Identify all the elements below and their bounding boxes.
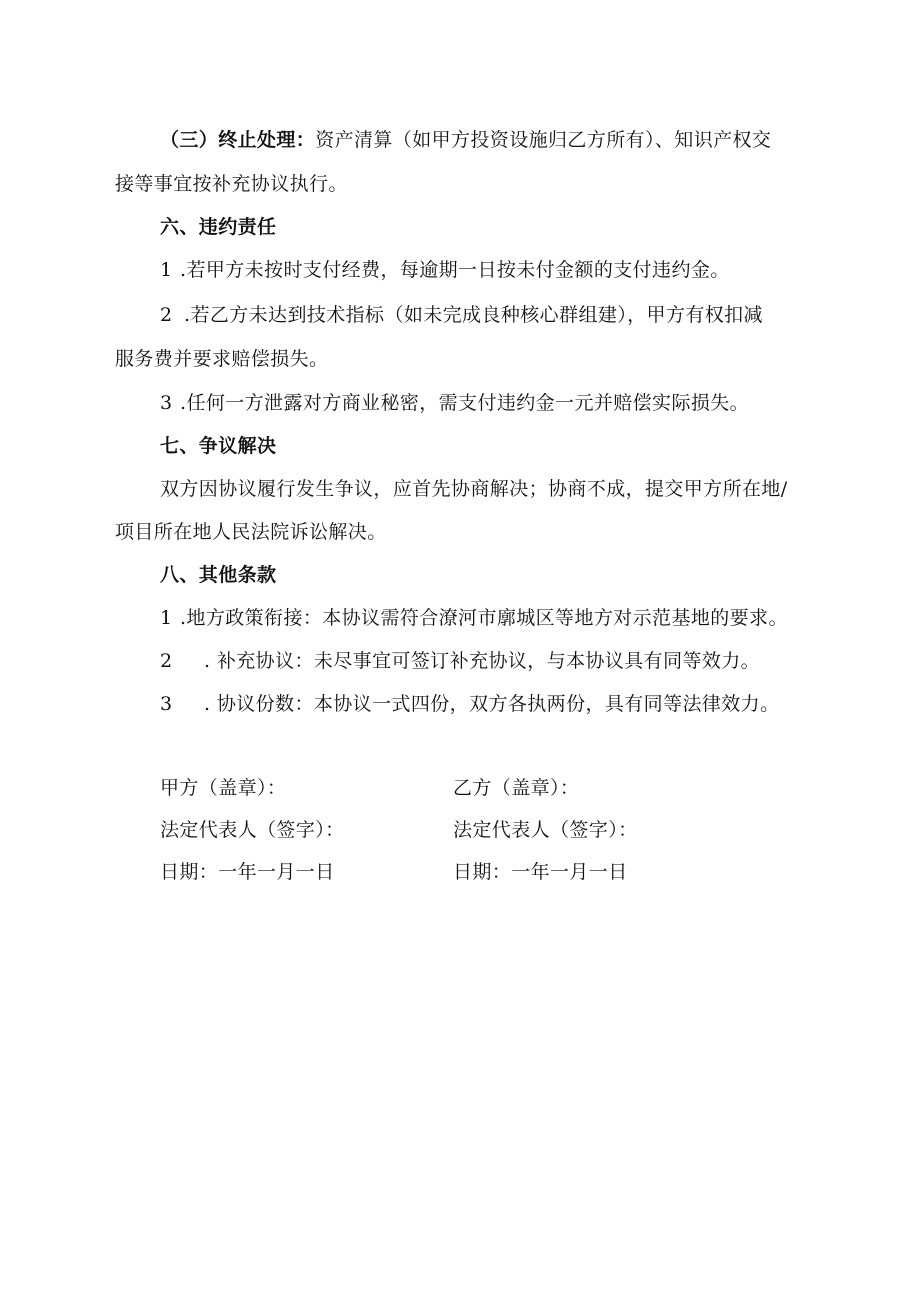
termination-text-line1: 资产清算（如甲方投资设施归乙方所有）、知识产权交: [315, 129, 772, 151]
section6-item2-text-line2: 服务费并要求赔偿损失。: [115, 348, 329, 370]
termination-label: （三）终止处理：: [160, 129, 316, 151]
party-a-date: 日期：一年一月一日: [160, 861, 335, 883]
section8-item1: [160, 606, 788, 630]
section6-item3: [160, 391, 749, 415]
section8-item2-number: 2: [160, 650, 173, 672]
section8-heading: 八、其他条款: [160, 564, 277, 586]
party-a-representative: 法定代表人（签字）：: [160, 819, 345, 841]
section6-item1-text: .若甲方未按时支付经费，每逾期一日按未付金额的支付违约金。: [180, 259, 730, 281]
section8-item3-number: 3: [160, 693, 173, 715]
section8-item1-text: .地方政策衔接：本协议需符合潦河市廓城区等地方对示范基地的要求。: [180, 607, 788, 629]
section6-item1: [160, 258, 730, 282]
section7-heading: 七、争议解决: [160, 435, 277, 457]
section6-item1-number: 1: [160, 259, 173, 281]
termination-text-line2: 接等事宜按补充协议执行。: [115, 173, 348, 195]
party-b-date: 日期：一年一月一日: [453, 861, 628, 883]
termination-paragraph-line1: [160, 128, 771, 152]
section6-heading: 六、违约责任: [160, 216, 277, 238]
section6-item3-text: .任何一方泄露对方商业秘密，需支付违约金一元并赔偿实际损失。: [180, 392, 750, 414]
section7-text-line1: 双方因协议履行发生争议，应首先协商解决；协商不成，提交甲方所在地/: [160, 478, 788, 500]
party-a-seal: 甲方（盖章）：: [160, 777, 287, 799]
section8-item3-text: . 协议份数：本协议一式四份，双方各执两份，具有同等法律效力。: [204, 693, 780, 715]
section7-text-line2: 项目所在地人民法院诉讼解决。: [115, 521, 387, 543]
section8-item3: [160, 692, 779, 716]
section6-item3-number: 3: [160, 392, 173, 414]
section6-item2-number: 2: [160, 304, 173, 326]
section6-item2-line1: [160, 303, 763, 327]
party-b-representative: 法定代表人（签字）：: [453, 819, 638, 841]
section6-item2-text-line1: .若乙方未达到技术指标（如未完成良种核心群组建），甲方有权扣减: [184, 304, 763, 326]
section8-item2-text: . 补充协议：未尽事宜可签订补充协议，与本协议具有同等效力。: [204, 650, 761, 672]
section8-item2: [160, 649, 760, 673]
party-b-seal: 乙方（盖章）：: [453, 777, 580, 799]
section8-item1-number: 1: [160, 607, 173, 629]
